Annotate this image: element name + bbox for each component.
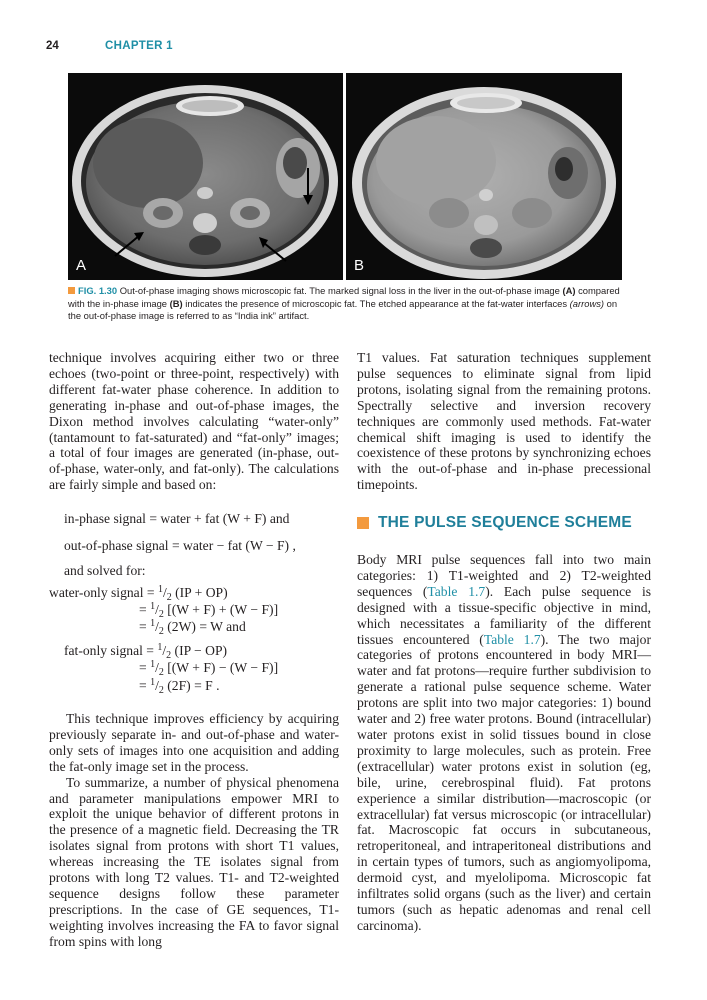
equation-water-only-1: water-only signal = $^1/_2$ (IP + OP) — [49, 584, 228, 603]
caption-marker — [68, 287, 75, 294]
mri-panel-a — [68, 73, 343, 280]
table-link[interactable]: Table 1.7 — [483, 631, 541, 647]
equation-water-only-3: = $^1/_2$ (2W) = W and — [139, 618, 246, 637]
mri-image-a — [68, 73, 343, 280]
mri-panel-b — [346, 73, 622, 280]
section-title: THE PULSE SEQUENCE SCHEME — [378, 514, 632, 531]
equation-water-only-2: = $^1/_2$ [(W + F) + (W − F)] — [139, 601, 279, 620]
paragraph: T1 values. Fat saturation techniques supplement pulse sequences to eliminate signal from lipid protons, isolating signal from the remaining protons. Spectrally selective and inversion recovery techniques are commonly used methods. Fat-water chemical shift imaging is used to identify the coexistence of these protons by synchronizing echoes with the out-of-phase and in-phase precessional timepoints. — [357, 350, 651, 493]
caption-text: Out-of-phase imaging shows microscopic fat. The marked signal loss in the liver in the out-of-phase image — [117, 285, 563, 296]
chapter-label: CHAPTER 1 — [105, 40, 173, 52]
equation-fat-only-3: = $^1/_2$ (2F) = F . — [139, 677, 220, 696]
equation-fat-only-2: = $^1/_2$ [(W + F) − (W − F)] — [139, 659, 279, 678]
paragraph: Body MRI pulse sequences fall into two main categories: 1) T1-weighted and 2) T2-weighted sequences (Table 1.7). Each pulse sequence is designed with a tissue-specific objective in mind, which necessitates a familiarity of the different tissues encountered (Table 1.7). The two major categories of protons encountered in body MRI—water and fat protons—require further subdivision to generate a rational pulse sequence scheme. Water protons are split into two major categories: 1) bound water and 2) free water protons. Bound (intracellular) water protons exist in solid tissues bound in close proximity to large molecules, such as protein. Free (extracellular) water protons exist in solution (eg, bile, urine, cerebrospinal fluid). Fat protons experience a similar distribution—macroscopic (or extracellular) fat versus microscopic (or intracellular) fat. Macroscopic fat occurs in subcutaneous, retroperitoneal, and intraperitoneal distributions and in certain types of tumors, such as angiomyolipoma, dermoid cyst, and myelolipoma. Microscopic fat infiltrates solid organs (such as the liver) and certain tumors (such as hepatic adenomas and renal cell carcinoma). — [357, 552, 652, 933]
right-column-lower — [357, 552, 651, 934]
figure-caption — [68, 285, 628, 323]
equation-out-of-phase: out-of-phase signal = water − fat (W − F) , — [64, 538, 296, 553]
figure-label: FIG. 1.30 — [78, 285, 118, 296]
equation-intro: and solved for: — [64, 563, 146, 578]
table-link[interactable]: Table 1.7 — [427, 583, 486, 599]
caption-text: compared with the in-phase image — [68, 285, 620, 309]
caption-ref-a: (A) — [562, 285, 576, 296]
equation-fat-only-1: fat-only signal = $^1/_2$ (IP − OP) — [64, 642, 228, 661]
paragraph: technique involves acquiring either two or three echoes (two-point or three-point, respectively) with different fat-water phase coherence. In addition to generating in-phase and out-of-phase images, the Dixon method involves calculating “water-only” (tantamount to fat-saturated) and “fat-only” images; a total of four images are generated (in-phase, out-of-phase, water-only, and fat-only). The calculations are fairly simple and based on: — [49, 350, 339, 493]
right-column — [357, 350, 651, 493]
paragraph: To summarize, a number of physical phenomena and parameter manipulations empower MRI to exploit the unique behavior of different protons in the presence of a magnetic field. Decreasing the TR isolates signal from protons with short T1 values, whereas increasing the TE isolates signal from protons with long T2 values. T1- and T2-weighted sequence designs follow these parameter prescriptions. In the case of GE sequences, T1-weighting involves increasing the FA to favor signal from spins with long — [49, 774, 339, 949]
caption-ref-b: (B) — [169, 297, 183, 309]
left-column — [49, 350, 339, 493]
page-number: 24 — [46, 40, 59, 52]
panel-label-b: B — [354, 257, 365, 274]
caption-arrows-ref: (arrows) — [569, 297, 605, 309]
caption-text: on the out-of-phase image is referred to as “India ink” artifact. — [68, 297, 618, 321]
equation-in-phase: in-phase signal = water + fat (W + F) and — [64, 511, 290, 526]
caption-text: indicates the presence of microscopic fat. The etched appearance at the fat-water interfaces — [182, 297, 570, 309]
mri-image-b — [346, 73, 622, 280]
panel-label-a: A — [76, 257, 87, 274]
section-marker — [357, 517, 369, 529]
paragraph: This technique improves efficiency by acquiring previously separate in- and out-of-phase and water-only sets of images into one acquisition and adding the fat-only image set in the process. — [49, 711, 339, 774]
